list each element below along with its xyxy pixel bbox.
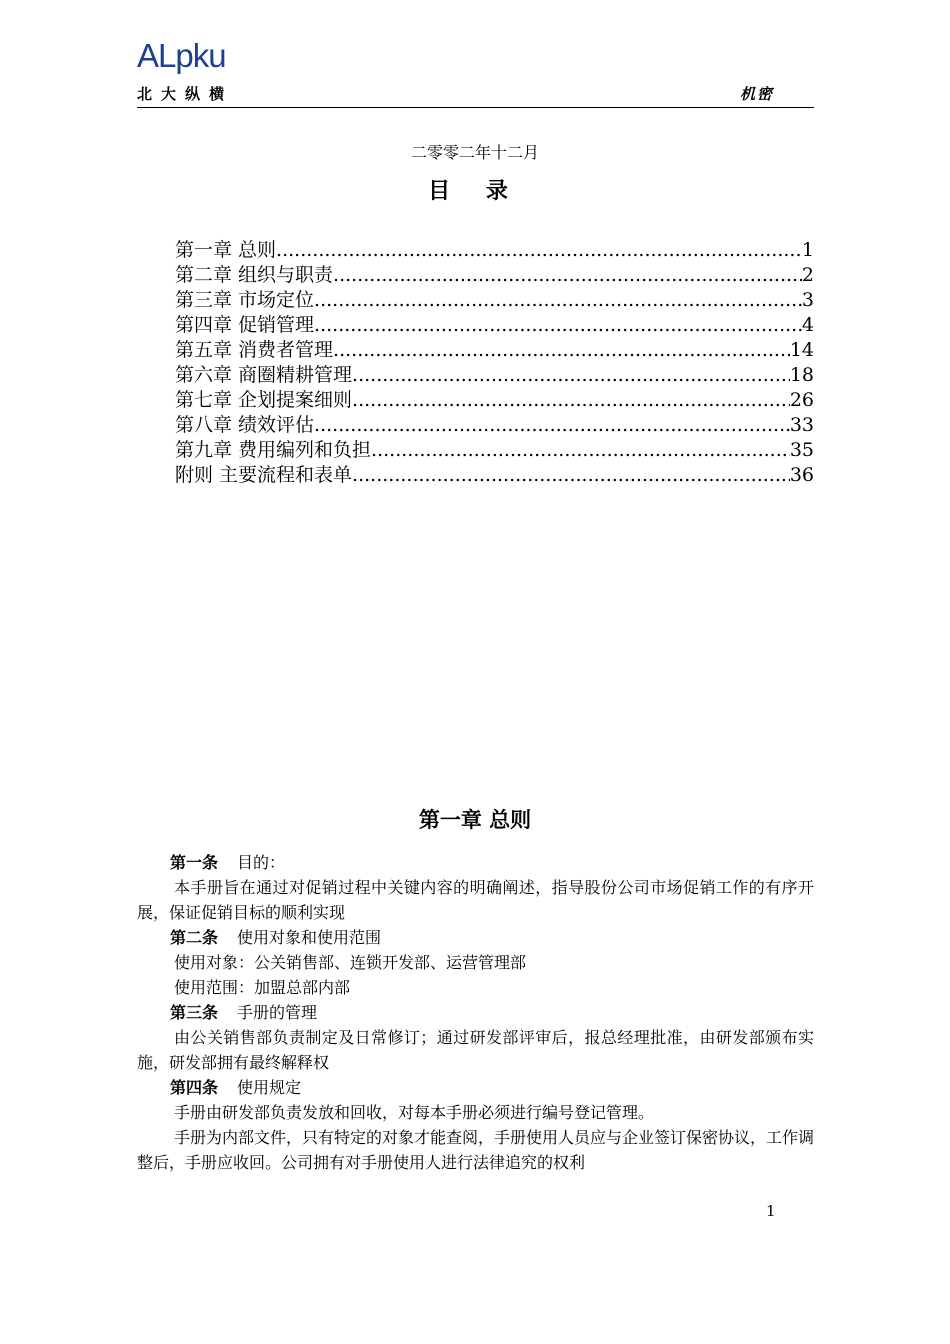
article-number: 第二条 (170, 928, 219, 947)
toc-entry[interactable] (175, 288, 814, 313)
article-paragraph: 手册为内部文件，只有特定的对象才能查阅，手册使用人员应与企业签订保密协议，工作调整后，手册应收回。公司拥有对手册使用人进行法律追究的权利 (137, 1128, 815, 1172)
toc-leader (276, 238, 802, 263)
toc-entry-label: 第三章 市场定位 (175, 289, 315, 311)
company-logo (137, 36, 267, 76)
toc-entry[interactable] (175, 463, 814, 488)
article-paragraph: 本手册旨在通过对促销过程中关键内容的明确阐述，指导股份公司市场促销工作的有序开展，保证促销目标的顺利实现 (137, 878, 814, 922)
article-heading (137, 850, 814, 875)
article-paragraph: 由公关销售部负责制定及日常修订；通过研发部评审后，报总经理批准，由研发部颁布实施，研发部拥有最终解释权 (137, 1028, 814, 1072)
toc-entry-label: 第九章 费用编列和负担 (175, 439, 372, 461)
toc-heading: 目 录 (428, 179, 522, 204)
toc-entry[interactable] (175, 263, 814, 288)
toc-entry[interactable] (175, 338, 814, 363)
toc-leader (333, 263, 802, 288)
toc-leader (314, 413, 790, 438)
article-line: 使用对象：公关销售部、连锁开发部、运营管理部 (174, 953, 527, 972)
table-of-contents (175, 238, 814, 488)
toc-entry-page: 4 (801, 314, 814, 336)
toc-entry-label: 第八章 绩效评估 (175, 414, 315, 436)
toc-leader (333, 338, 790, 363)
toc-entry-label: 附则 主要流程和表单 (175, 464, 353, 486)
article-title: 目的： (237, 853, 286, 872)
toc-leader (314, 288, 802, 313)
chapter-title: 第一章 总则 (418, 808, 532, 832)
header-company-name: 北大纵横 (137, 85, 234, 103)
article-line: 手册由研发部负责发放和回收，对每本手册必须进行编号登记管理。 (174, 1103, 655, 1122)
toc-entry-label: 第四章 促销管理 (175, 314, 315, 336)
toc-entry[interactable] (175, 313, 814, 338)
toc-entry-page: 36 (789, 464, 814, 486)
article-heading (137, 925, 814, 950)
document-date: 二零零二年十二月 (410, 143, 539, 162)
article-line: 使用范围：加盟总部内部 (174, 978, 351, 997)
article-title: 使用规定 (237, 1078, 302, 1097)
article-number: 第一条 (170, 853, 219, 872)
toc-entry-page: 3 (801, 289, 814, 311)
toc-entry[interactable] (175, 238, 814, 263)
toc-entry-label: 第二章 组织与职责 (175, 264, 334, 286)
header-divider (137, 107, 814, 108)
toc-entry-page: 33 (789, 414, 814, 436)
toc-leader (352, 363, 790, 388)
article-heading (137, 1000, 814, 1025)
article-number: 第四条 (170, 1078, 219, 1097)
toc-entry-label: 第七章 企划提案细则 (175, 389, 353, 411)
toc-entry[interactable] (175, 413, 814, 438)
page-number: 1 (766, 1202, 776, 1220)
toc-entry-label: 第一章 总则 (175, 239, 277, 261)
toc-entry-page: 35 (789, 439, 814, 461)
toc-entry-page: 1 (801, 239, 814, 261)
toc-entry-page: 14 (789, 339, 814, 361)
toc-entry[interactable] (175, 363, 814, 388)
toc-entry-label: 第六章 商圈精耕管理 (175, 364, 353, 386)
toc-leader (371, 438, 790, 463)
article-title: 手册的管理 (237, 1003, 318, 1022)
logo-text: ALpku (137, 37, 226, 74)
toc-leader (352, 388, 790, 413)
toc-entry[interactable] (175, 388, 814, 413)
toc-entry-page: 2 (801, 264, 814, 286)
header-confidential-mark: 机密 (740, 85, 775, 103)
toc-entry-label: 第五章 消费者管理 (175, 339, 334, 361)
toc-entry[interactable] (175, 438, 814, 463)
toc-entry-page: 18 (789, 364, 814, 386)
toc-leader (314, 313, 802, 338)
article-title: 使用对象和使用范围 (237, 928, 382, 947)
toc-entry-page: 26 (789, 389, 814, 411)
article-number: 第三条 (170, 1003, 219, 1022)
article-heading (137, 1075, 814, 1100)
chapter-body (137, 850, 814, 1175)
toc-leader (352, 463, 790, 488)
